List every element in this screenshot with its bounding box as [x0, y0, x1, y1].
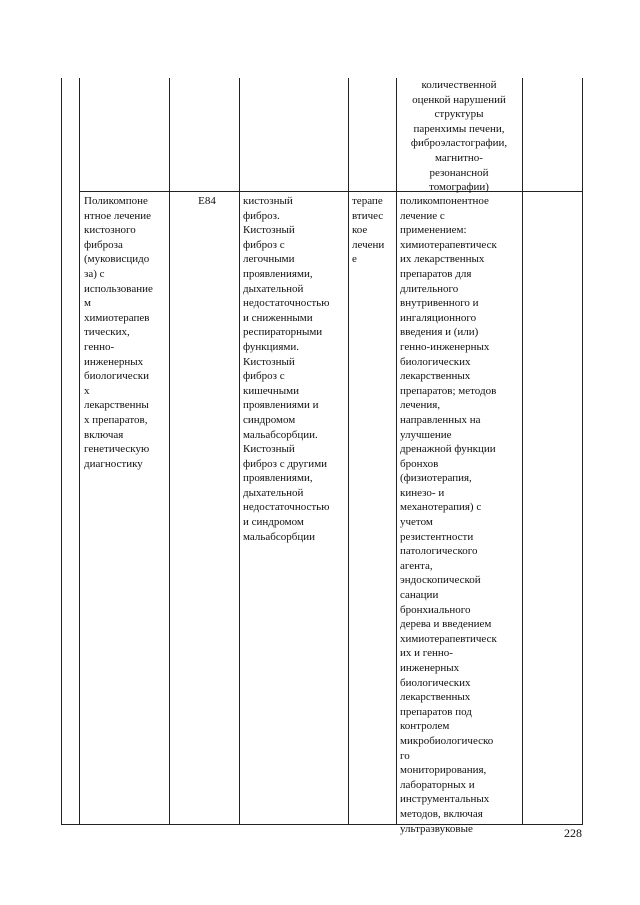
- cell-patient-model: кистозный фиброз. Кистозный фиброз с легочными проявлениями, дыхательной недостаточностью и сниженными респираторными функциями. Кистозный фиброз с кишечными проявлениями и синдромом мальабсорбции. Кистозный фиброз с другими проявлениями, дыхательной недостаточностью и синдромом мальабсорбции: [243, 195, 330, 543]
- cell-icd-code: E84: [198, 195, 216, 207]
- table-border-left: [61, 78, 62, 825]
- cell-diagnosis: Поликомпоне нтное лечение кистозного фиброза (муковисцидо за) с использование м химиотерапев тических, генно- инженерных биологически х лекарственны х препаратов, включая генетическую диагностику: [84, 195, 153, 470]
- table-border-right: [582, 78, 583, 825]
- cell-treatment-method: поликомпонентное лечение с применением: химиотерапевтическ их лекарственных препаратов для длительного внутривенного и ингаляционного введения и (или) генно-инженерных биологических лекарственных препаратов; методов лечения, направленных на улучшение дренажной функции бронхов (физиотерапия, кинезо- и механотерапия) с учетом резистентности патологического агента, эндоскопической санации бронхиального дерева и введением химиотерапевтическ их и генно- инженерных биологических лекарственных препаратов под контролем микробиологическо го мониторирования, лабораторных и инструментальных методов, включая ультразвуковые: [400, 195, 497, 835]
- cell-treatment-type: терапе втичес кое лечени е: [352, 195, 385, 266]
- cell-method-continued: количественной оценкой нарушений структуры паренхимы печени, фиброэластографии, магнитно- резонансной томографии): [410, 79, 508, 194]
- page-number: 228: [564, 826, 582, 840]
